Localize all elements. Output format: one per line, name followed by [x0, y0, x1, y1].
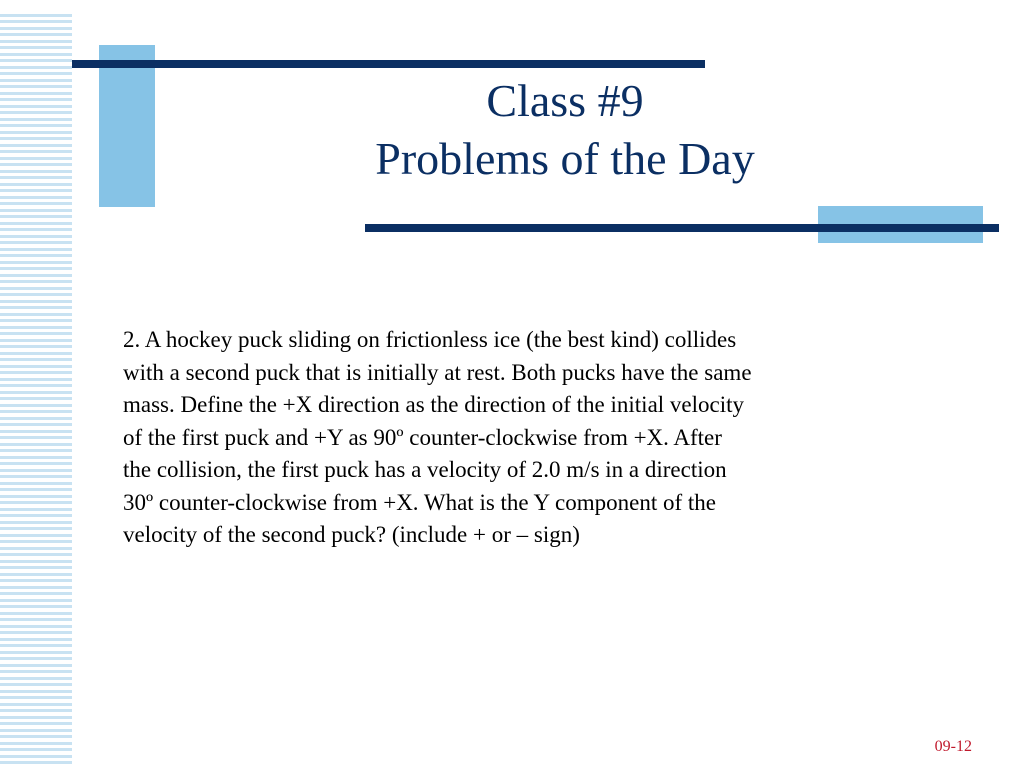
slide-title [300, 72, 830, 188]
problem-text-line: 2. A hockey puck sliding on frictionless ice (the best kind) collides [123, 327, 737, 352]
decorative-accent-block-top [99, 45, 155, 207]
problem-text-line: velocity of the second puck? (include + or – sign) [123, 522, 580, 547]
problem-text-line: mass. Define the +X direction as the direction of the initial velocity [123, 392, 745, 417]
page-number: 09-12 [934, 738, 972, 755]
problem-text-line: with a second puck that is initially at rest. Both pucks have the same [123, 359, 752, 385]
decorative-side-stripes [0, 14, 72, 768]
problem-text [123, 324, 923, 552]
slide-title-line-1: Class #9 [486, 75, 644, 126]
problem-text-line: of the first puck and +Y as 90º counter-clockwise from +X. After [123, 424, 722, 450]
slide-title-line-2: Problems of the Day [375, 133, 755, 184]
problem-text-line: 30º counter-clockwise from +X. What is the Y component of the [123, 489, 716, 515]
decorative-rule-bottom [365, 224, 999, 232]
problem-text-line: the collision, the first puck has a velocity of 2.0 m/s in a direction [123, 457, 727, 482]
decorative-rule-top [72, 60, 705, 68]
